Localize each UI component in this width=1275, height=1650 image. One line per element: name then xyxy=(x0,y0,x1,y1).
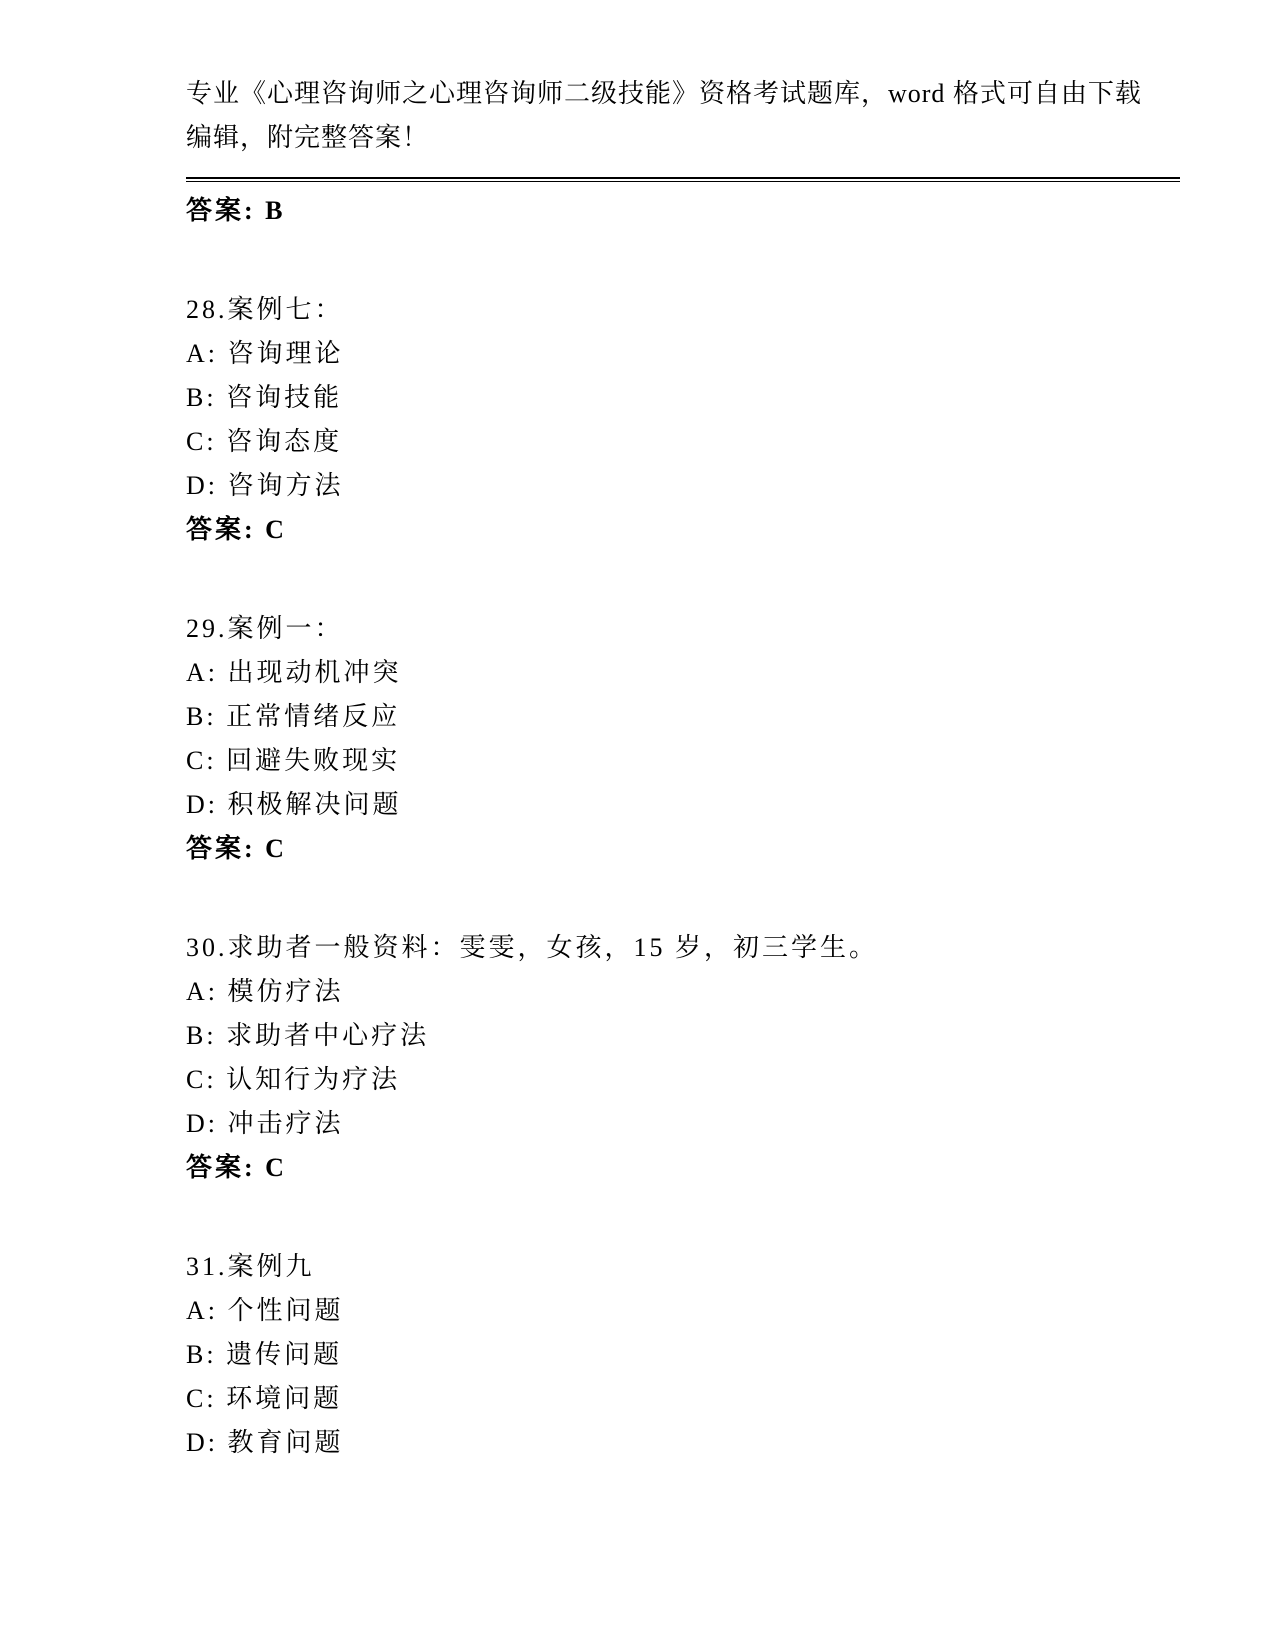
question-option: A: 个性问题 xyxy=(186,1296,344,1325)
question-option: B: 咨询技能 xyxy=(186,383,343,412)
question-answer: 答案: C xyxy=(186,515,287,544)
question-option: A: 模仿疗法 xyxy=(186,977,344,1006)
answer-line: 答案: B xyxy=(186,196,286,225)
question-title: 29.案例一： xyxy=(186,614,344,643)
question-option: B: 遗传问题 xyxy=(186,1340,343,1369)
question-block xyxy=(186,288,1180,552)
header-text-line-2: 编辑，附完整答案！ xyxy=(186,123,430,152)
question-title: 28.案例七： xyxy=(186,295,344,324)
document-header xyxy=(186,72,1180,160)
question-title: 30.求助者一般资料：雯雯，女孩，15 岁，初三学生。 xyxy=(186,933,879,962)
question-option: C: 认知行为疗法 xyxy=(186,1065,401,1094)
question-option: C: 回避失败现实 xyxy=(186,746,401,775)
question-list xyxy=(186,288,1180,1465)
question-option: C: 环境问题 xyxy=(186,1384,343,1413)
question-option: D: 教育问题 xyxy=(186,1428,344,1457)
question-option: A: 咨询理论 xyxy=(186,339,344,368)
question-title: 31.案例九 xyxy=(186,1252,315,1281)
question-block xyxy=(186,1245,1180,1465)
question-block xyxy=(186,926,1180,1190)
question-answer: 答案: C xyxy=(186,1153,287,1182)
header-text-line-1: 专业《心理咨询师之心理咨询师二级技能》资格考试题库，word 格式可自由下载 xyxy=(186,79,1142,108)
question-block xyxy=(186,607,1180,871)
question-answer: 答案: C xyxy=(186,834,287,863)
question-option: B: 求助者中心疗法 xyxy=(186,1021,430,1050)
question-option: D: 冲击疗法 xyxy=(186,1109,344,1138)
question-option: A: 出现动机冲突 xyxy=(186,658,402,687)
question-option: B: 正常情绪反应 xyxy=(186,702,401,731)
header-divider xyxy=(186,177,1180,182)
question-option: C: 咨询态度 xyxy=(186,427,343,456)
question-option: D: 积极解决问题 xyxy=(186,790,402,819)
question-option: D: 咨询方法 xyxy=(186,471,344,500)
